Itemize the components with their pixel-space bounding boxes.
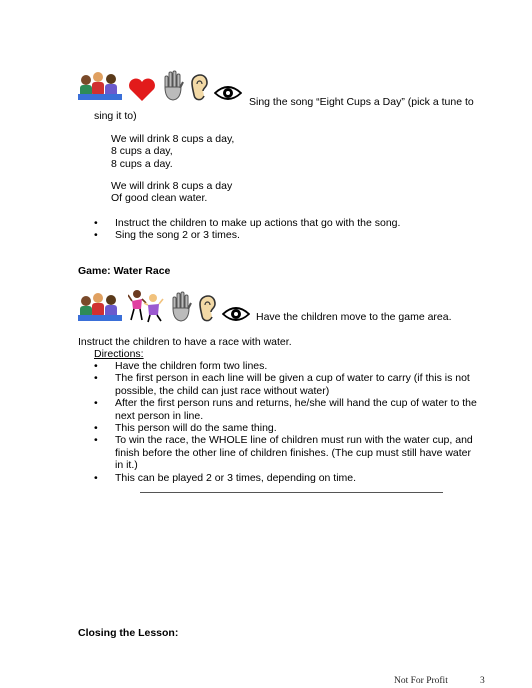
song-line: We will drink 8 cups a day [111, 180, 233, 192]
song-line: We will drink 8 cups a day, [111, 133, 235, 145]
game-move-text: Have the children move to the game area. [256, 311, 452, 323]
eye-icon [214, 84, 242, 102]
list-item: • The first person in each line will be given a cup of water to carry (if this is not possible, the child can just race without water) [94, 372, 480, 397]
song-intro-continued: sing it to) [94, 110, 137, 122]
heart-icon [128, 78, 156, 102]
song-verse-1 [111, 133, 234, 170]
eye-icon [222, 305, 250, 323]
page-number: 3 [480, 676, 485, 686]
group-of-people-icon [78, 68, 122, 102]
list-item: • To win the race, the WHOLE line of children must run with the water cup, and finish before the other line of children finishes. (The cup must still have water in it.) [94, 434, 480, 471]
game-instruction: Instruct the children to have a race with water. [78, 336, 292, 348]
directions-label: Directions: [94, 348, 144, 360]
footer-label: Not For Profit [394, 676, 448, 686]
game-directions-list [94, 360, 480, 484]
ear-icon [190, 74, 208, 102]
list-item: • After the first person runs and returns, he/she will hand the cup of water to the next person in line. [94, 397, 480, 422]
hand-icon [170, 291, 192, 323]
list-item: • Instruct the children to make up actions that go with the song. [94, 217, 514, 229]
icon-row-senses-song [78, 68, 242, 102]
song-instructions-list [94, 217, 514, 242]
game-heading: Game: Water Race [78, 265, 171, 277]
icon-row-senses-game [78, 289, 250, 323]
list-item: • This can be played 2 or 3 times, depending on time. [94, 472, 480, 484]
closing-heading: Closing the Lesson: [78, 627, 179, 639]
section-divider [140, 492, 443, 493]
song-line: 8 cups a day, [111, 145, 173, 158]
song-verse-2 [111, 180, 232, 205]
hand-icon [162, 70, 184, 102]
list-item: • This person will do the same thing. [94, 422, 480, 434]
ear-icon [198, 295, 216, 323]
song-intro-text: Sing the song “Eight Cups a Day” (pick a tune to [249, 96, 474, 108]
song-line: 8 cups a day. [111, 157, 173, 170]
song-line: Of good clean water. [111, 192, 208, 205]
list-item: • Have the children form two lines. [94, 360, 480, 372]
dancing-figures-icon [128, 289, 164, 323]
group-of-people-icon [78, 289, 122, 323]
list-item: • Sing the song 2 or 3 times. [94, 229, 514, 241]
